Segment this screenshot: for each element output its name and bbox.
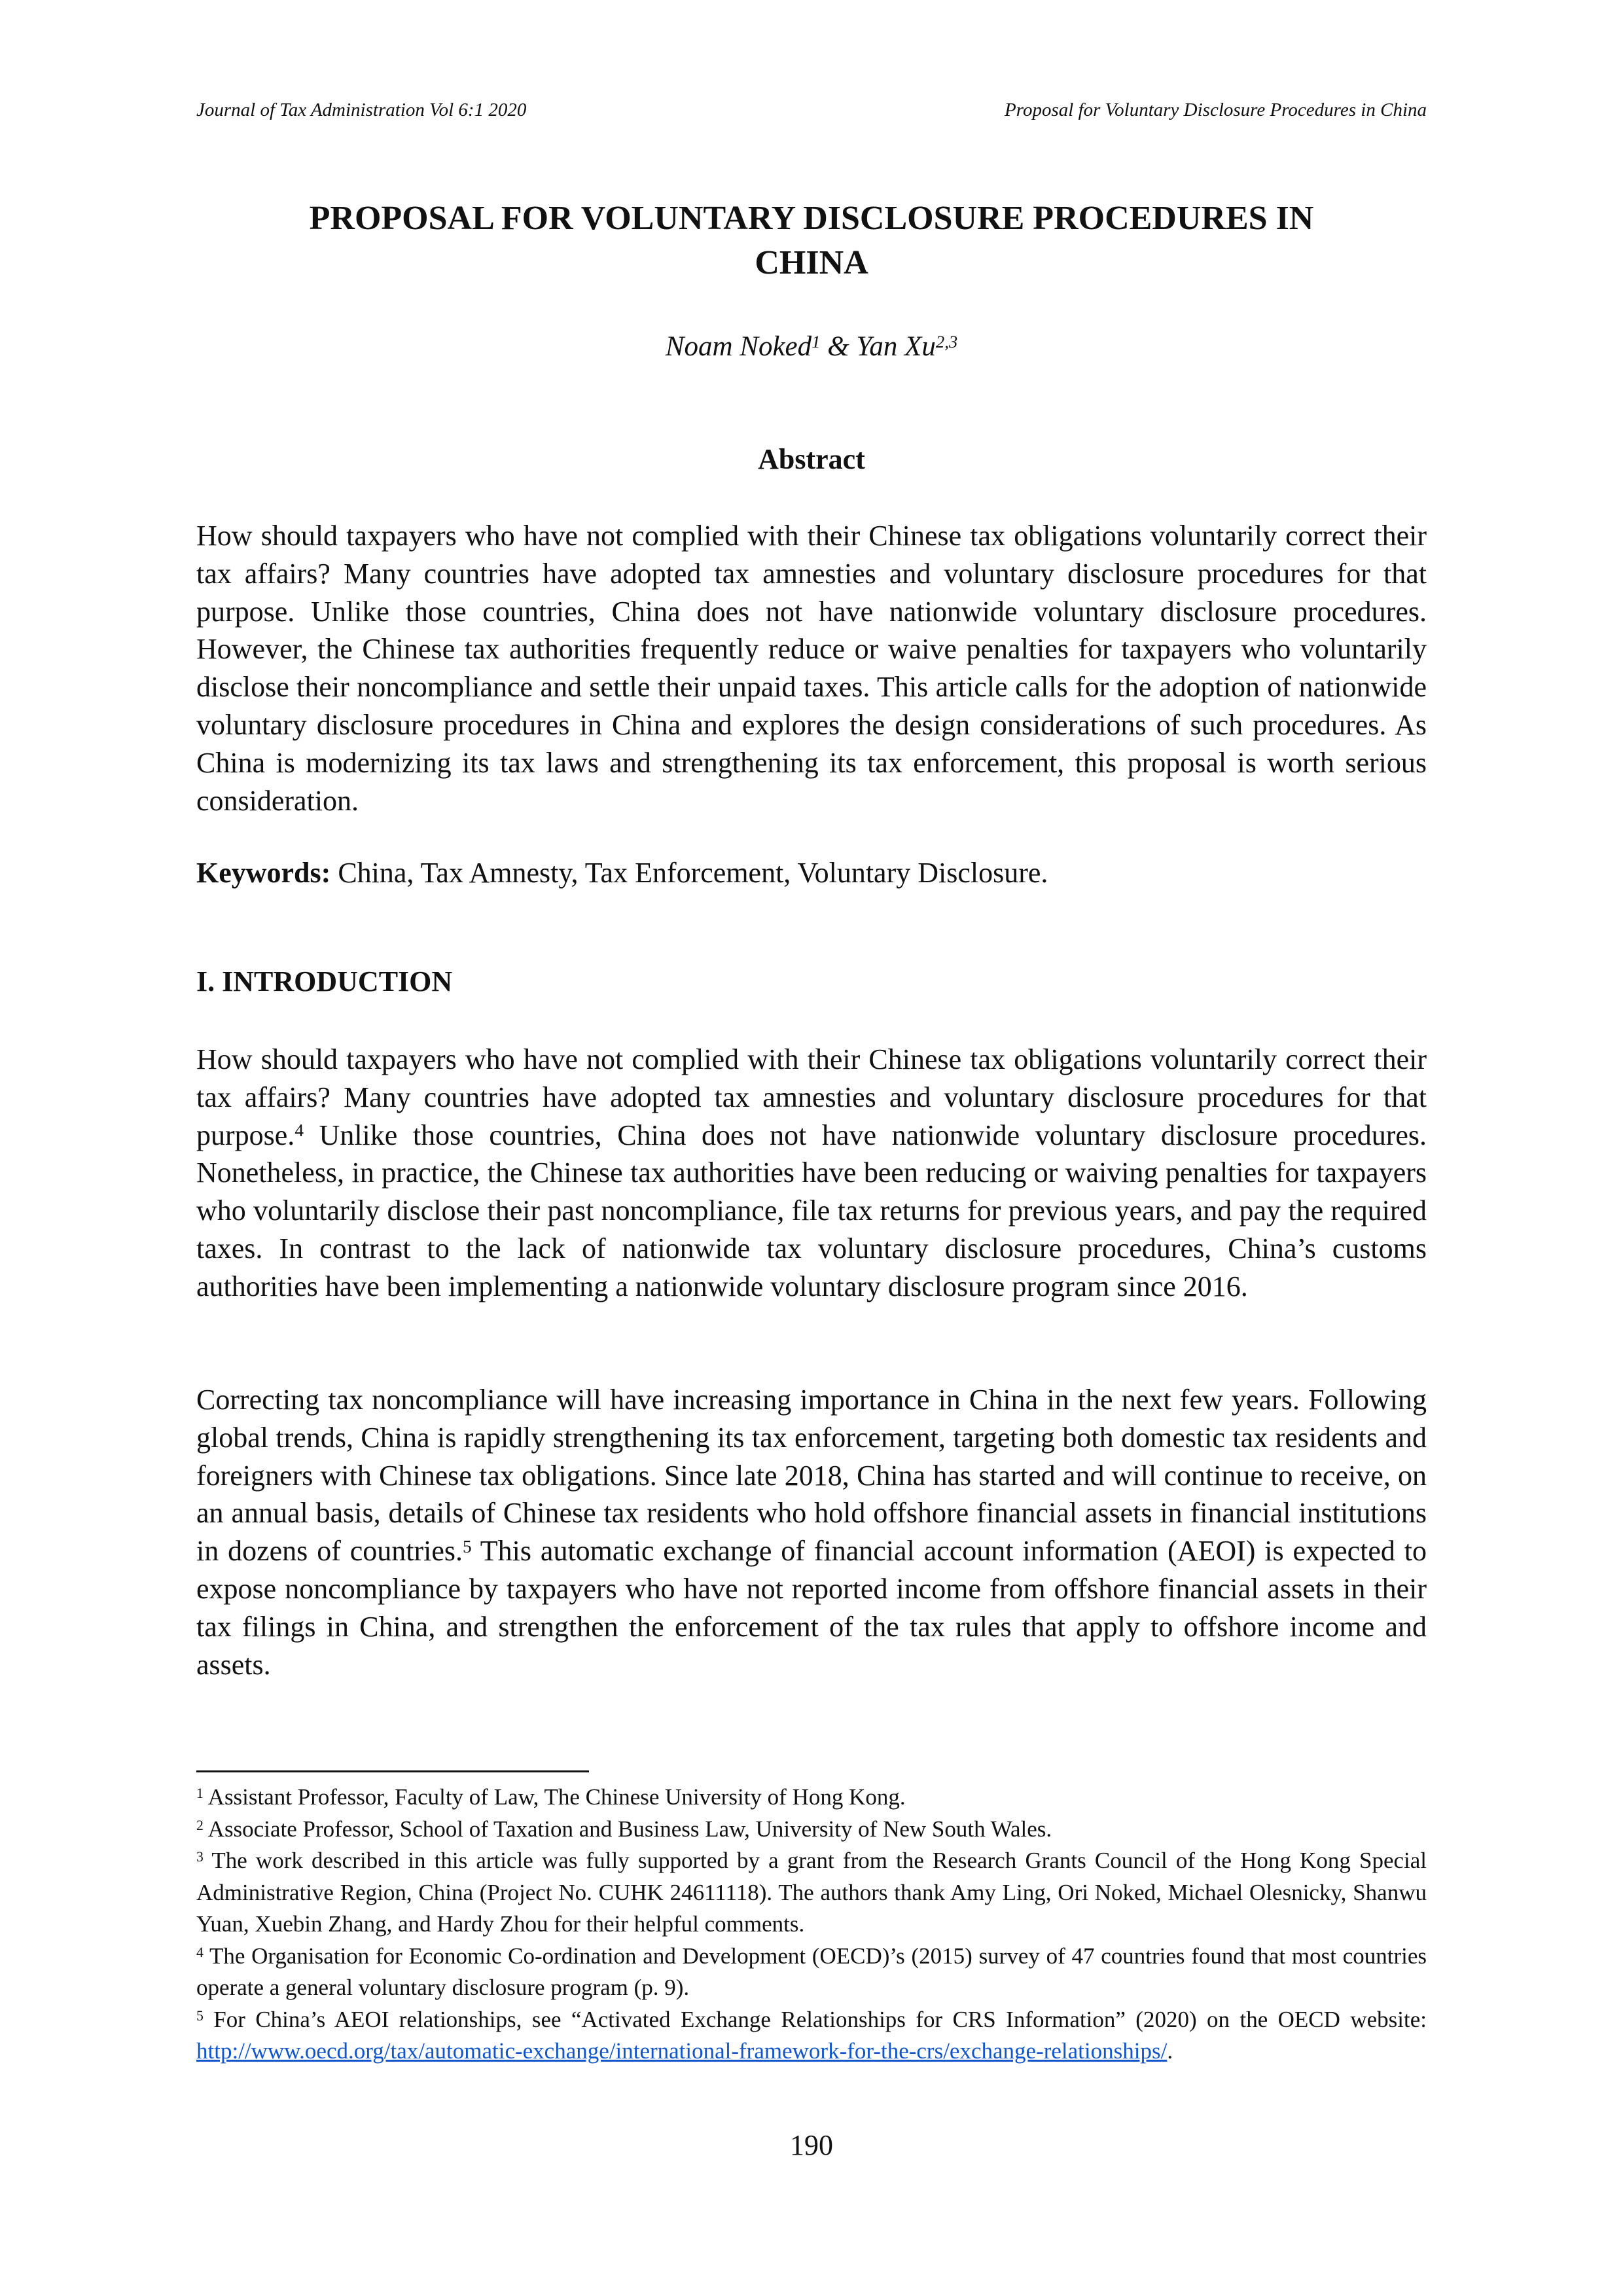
article-title-line-2: CHINA: [755, 244, 868, 281]
oecd-exchange-relationships-link[interactable]: http://www.oecd.org/tax/automatic-exchange/international-framework-for-the-crs/exchange-relationships/: [196, 2038, 1168, 2064]
footnote-1: [196, 1782, 1427, 1814]
page-number: 190: [790, 2129, 833, 2161]
author-footnote-mark-2-number: 2: [935, 332, 945, 352]
footnote-4-text: The Organisation for Economic Co-ordination and Development (OECD)’s (2015) survey of 47 countries found that most countries operate a general voluntary disclosure program (p. 9).: [196, 1943, 1427, 2000]
footnote-2: [196, 1814, 1427, 1846]
footnote-3: [196, 1845, 1427, 1941]
article-title: [196, 196, 1427, 285]
abstract-text: How should taxpayers who have not complied with their Chinese tax obligations voluntarily correct their tax affairs? Many countries have adopted tax amnesties and voluntary disclosure procedures for that purpose. Unlike those countries, China does not have nationwide voluntary disclosure procedures. However, the Chinese tax authorities frequently reduce or waive penalties for taxpayers who voluntarily disclose their noncompliance and settle their unpaid taxes. This article calls for the adoption of nationwide voluntary disclosure procedures in China and explores the design considerations of such procedures. As China is modernizing its tax laws and strengthening its tax enforcement, this proposal is worth serious consideration.: [196, 520, 1427, 817]
author-footnote-mark-3-number: 3: [948, 332, 958, 352]
paragraph-2-text-a: Correcting tax noncompliance will have increasing importance in China in the next few years. Following global trends, China is rapidly strengthening its tax enforcement, targeting both domestic tax residents and foreigners with Chinese tax obligations. Since late 2018, China has started and will continue to receive, on an annual basis, details of Chinese tax residents who hold offshore financial assets in financial institutions in dozens of countries.: [196, 1384, 1427, 1568]
author-footnote-mark-comma: ,: [944, 332, 949, 352]
footnote-ref-5[interactable]: 5: [463, 1536, 472, 1556]
keywords-label: Keywords:: [196, 857, 331, 889]
abstract-heading: Abstract: [758, 443, 865, 475]
author-separator: &: [820, 331, 857, 362]
footnote-3-text: The work described in this article was fully supported by a grant from the Research Grants Council of the Hong Kong Special Administrative Region, China (Project No. CUHK 24611118). The authors thank Amy Ling, Ori Noked, Michael Olesnicky, Shanwu Yuan, Xuebin Zhang, and Hardy Zhou for their helpful comments.: [196, 1848, 1427, 1937]
author-name-1: Noam Noked: [665, 331, 812, 362]
paragraph-1-text-b: Unlike those countries, China does not have nationwide voluntary disclosure procedures. Nonetheless, in practice, the Chinese tax authorities have been reducing or waiving penalties for taxpayers who voluntarily disclose their past noncompliance, file tax returns for previous years, and pay the required taxes. In contrast to the lack of nationwide tax voluntary disclosure procedures, China’s customs authorities have been implementing a nationwide voluntary disclosure program since 2016.: [196, 1119, 1427, 1302]
footnotes: [196, 1782, 1427, 2068]
introduction-paragraph-2: [196, 1381, 1427, 1683]
footnote-5-mark: 5: [196, 2007, 204, 2024]
paragraph-1-text-a: How should taxpayers who have not complied with their Chinese tax obligations voluntarily correct their tax affairs? Many countries have adopted tax amnesties and voluntary disclosure procedures for that purpose.: [196, 1043, 1427, 1151]
footnote-1-mark: 1: [196, 1785, 204, 1802]
short-title: Proposal for Voluntary Disclosure Procedures in China: [1005, 99, 1427, 120]
footnote-5-end: .: [1167, 2038, 1173, 2064]
keywords: [196, 854, 1427, 892]
footnote-divider: [196, 1770, 589, 1772]
keywords-list: China, Tax Amnesty, Tax Enforcement, Voluntary Disclosure.: [330, 857, 1048, 889]
journal-citation: Journal of Tax Administration Vol 6:1 2020: [196, 99, 527, 120]
footnote-2-mark: 2: [196, 1817, 204, 1833]
author-footnote-mark-2[interactable]: [936, 332, 957, 351]
footnote-5: [196, 2004, 1427, 2068]
footnote-5-text: For China’s AEOI relationships, see “Activated Exchange Relationships for CRS Information” (2020) on the OECD website:: [203, 2006, 1427, 2032]
footnote-4: [196, 1941, 1427, 2004]
footnote-1-text: Assistant Professor, Faculty of Law, The Chinese University of Hong Kong.: [203, 1784, 906, 1810]
footnote-ref-4[interactable]: 4: [294, 1121, 304, 1141]
paragraph-2-text-b: This automatic exchange of financial account information (AEOI) is expected to expose noncompliance by taxpayers who have not reported income from offshore financial assets in their tax filings in China, and strengthen the enforcement of the tax rules that apply to offshore income and assets.: [196, 1535, 1427, 1681]
introduction-paragraph-1: [196, 1041, 1427, 1306]
author-footnote-mark-1[interactable]: 1: [812, 332, 821, 352]
article-title-line-1: PROPOSAL FOR VOLUNTARY DISCLOSURE PROCEDURES IN: [309, 200, 1314, 237]
footnote-2-text: Associate Professor, School of Taxation and Business Law, University of New South Wales.: [203, 1816, 1052, 1842]
footnote-4-mark: 4: [196, 1944, 204, 1960]
author-line: [196, 327, 1427, 367]
footnote-3-mark: 3: [196, 1849, 204, 1865]
author-name-2: Yan Xu: [856, 331, 936, 362]
section-heading-introduction: I. INTRODUCTION: [196, 965, 453, 997]
